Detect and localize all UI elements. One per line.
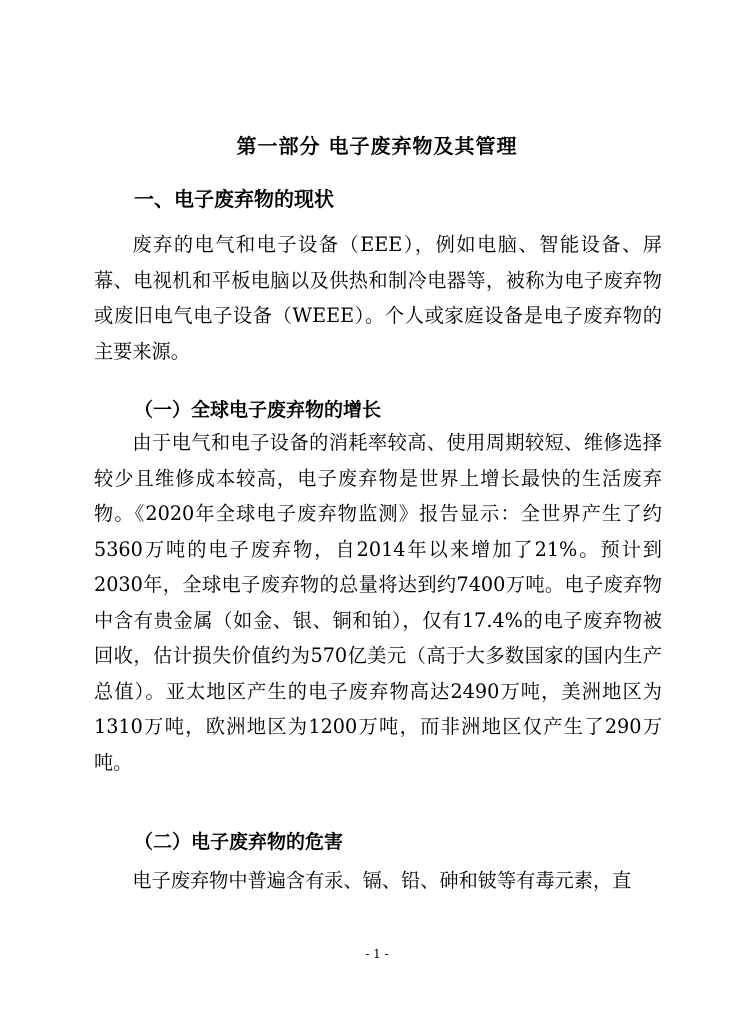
paragraph-growth: 由于电气和电子设备的消耗率较高、使用周期较短、维修选择较少且维修成本较高，电子废弃物是世界上增长最快的生活废弃物。《2020年全球电子废弃物监测》报告显示：全世界产生了约5360万吨的电子废弃物，自2014年以来增加了21%。预计到2030年，全球电子废弃物的总量将达到约7400万吨。电子废弃物中含有贵金属（如金、银、铜和铂），仅有17.4%的电子废弃物被回收，估计损失价值约为570亿美元（高于大多数国家的国内生产总值）。亚太地区产生的电子废弃物高达2490万吨，美洲地区为1310万吨，欧洲地区为1200万吨，而非洲地区仅产生了290万吨。 [94, 431, 662, 774]
page-number: - 1 - [365, 947, 389, 961]
document-title: 第一部分 电子废弃物及其管理 [236, 134, 518, 158]
paragraph-hazards: 电子废弃物中普遍含有汞、镉、铅、砷和铍等有毒元素，直 [132, 869, 632, 892]
subsection-heading-hazards: （二）电子废弃物的危害 [134, 831, 344, 853]
paragraph-intro: 废弃的电气和电子设备（EEE），例如电脑、智能设备、屏幕、电视机和平板电脑以及供热和制冷电器等，被称为电子废弃物或废旧电气电子设备（WEEE）。个人或家庭设备是电子废弃物的主要来源。 [94, 233, 662, 363]
section-heading: 一、电子废弃物的现状 [134, 187, 334, 211]
subsection-heading-growth: （一）全球电子废弃物的增长 [134, 399, 382, 421]
